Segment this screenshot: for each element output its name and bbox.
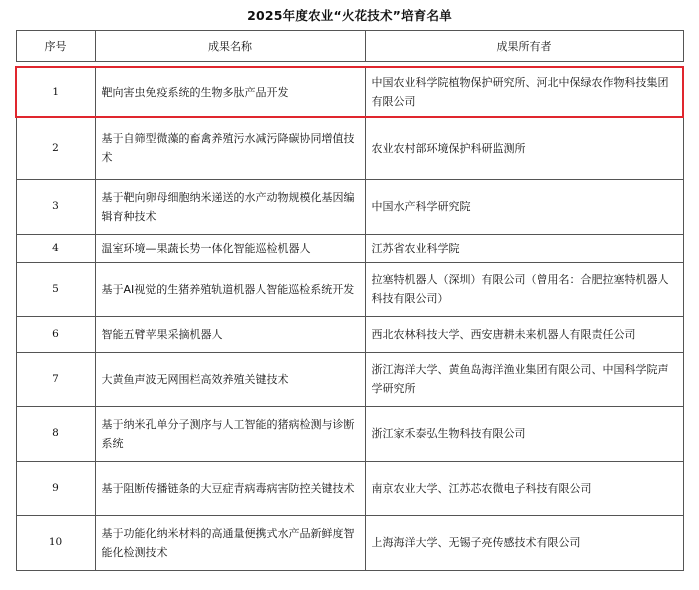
header-owner: 成果所有者 bbox=[365, 31, 683, 62]
row-number: 10 bbox=[16, 515, 95, 570]
table-row bbox=[16, 262, 683, 316]
achievement-owner: 中国农业科学院植物保护研究所、河北中保绿农作物科技集团有限公司 bbox=[365, 67, 683, 117]
row-number: 7 bbox=[16, 352, 95, 406]
table-row bbox=[16, 515, 683, 570]
achievement-name: 基于靶向卵母细胞纳米递送的水产动物规模化基因编辑育种技术 bbox=[95, 179, 365, 234]
achievement-owner: 浙江家禾泰弘生物科技有限公司 bbox=[365, 406, 683, 461]
row-number: 4 bbox=[16, 234, 95, 262]
row-number: 8 bbox=[16, 406, 95, 461]
achievement-name: 基于功能化纳米材料的高通量便携式水产品新鲜度智能化检测技术 bbox=[95, 515, 365, 570]
achievement-name: 基于阻断传播链条的大豆症青病毒病害防控关键技术 bbox=[95, 461, 365, 515]
header-no: 序号 bbox=[16, 31, 95, 62]
row-number: 6 bbox=[16, 316, 95, 352]
achievement-owner: 拉塞特机器人（深圳）有限公司（曾用名：合肥拉塞特机器人科技有限公司） bbox=[365, 262, 683, 316]
table-header-row bbox=[16, 31, 683, 62]
achievement-owner: 江苏省农业科学院 bbox=[365, 234, 683, 262]
table-row bbox=[16, 179, 683, 234]
achievement-owner: 浙江海洋大学、黄鱼岛海洋渔业集团有限公司、中国科学院声学研究所 bbox=[365, 352, 683, 406]
achievement-owner: 中国水产科学研究院 bbox=[365, 179, 683, 234]
table-row bbox=[16, 352, 683, 406]
achievement-name: 温室环境—果蔬长势一体化智能巡检机器人 bbox=[95, 234, 365, 262]
achievement-name: 靶向害虫免疫系统的生物多肽产品开发 bbox=[95, 67, 365, 117]
document-title: 2025年度农业“火花技术”培育名单 bbox=[247, 8, 452, 23]
table-row bbox=[16, 461, 683, 515]
achievement-owner: 南京农业大学、江苏芯农微电子科技有限公司 bbox=[365, 461, 683, 515]
table-row bbox=[16, 117, 683, 179]
row-number: 2 bbox=[16, 117, 95, 179]
achievement-name: 大黄鱼声波无网围栏高效养殖关键技术 bbox=[95, 352, 365, 406]
table-row bbox=[16, 406, 683, 461]
table-row bbox=[16, 234, 683, 262]
table-row bbox=[16, 316, 683, 352]
achievement-name: 智能五臂苹果采摘机器人 bbox=[95, 316, 365, 352]
row-number: 3 bbox=[16, 179, 95, 234]
achievement-owner: 西北农林科技大学、西安唐耕未来机器人有限责任公司 bbox=[365, 316, 683, 352]
row-number: 9 bbox=[16, 461, 95, 515]
achievement-owner: 农业农村部环境保护科研监测所 bbox=[365, 117, 683, 179]
table-row-highlighted bbox=[16, 67, 683, 117]
achievement-owner: 上海海洋大学、无锡子亮传感技术有限公司 bbox=[365, 515, 683, 570]
achievement-name: 基于AI视觉的生猪养殖轨道机器人智能巡检系统开发 bbox=[95, 262, 365, 316]
header-name: 成果名称 bbox=[95, 31, 365, 62]
achievement-name: 基于纳米孔单分子测序与人工智能的猪病检测与诊断系统 bbox=[95, 406, 365, 461]
row-number: 1 bbox=[16, 67, 95, 117]
results-table bbox=[15, 30, 684, 571]
row-number: 5 bbox=[16, 262, 95, 316]
achievement-name: 基于自筛型微藻的畜禽养殖污水减污降碳协同增值技术 bbox=[95, 117, 365, 179]
